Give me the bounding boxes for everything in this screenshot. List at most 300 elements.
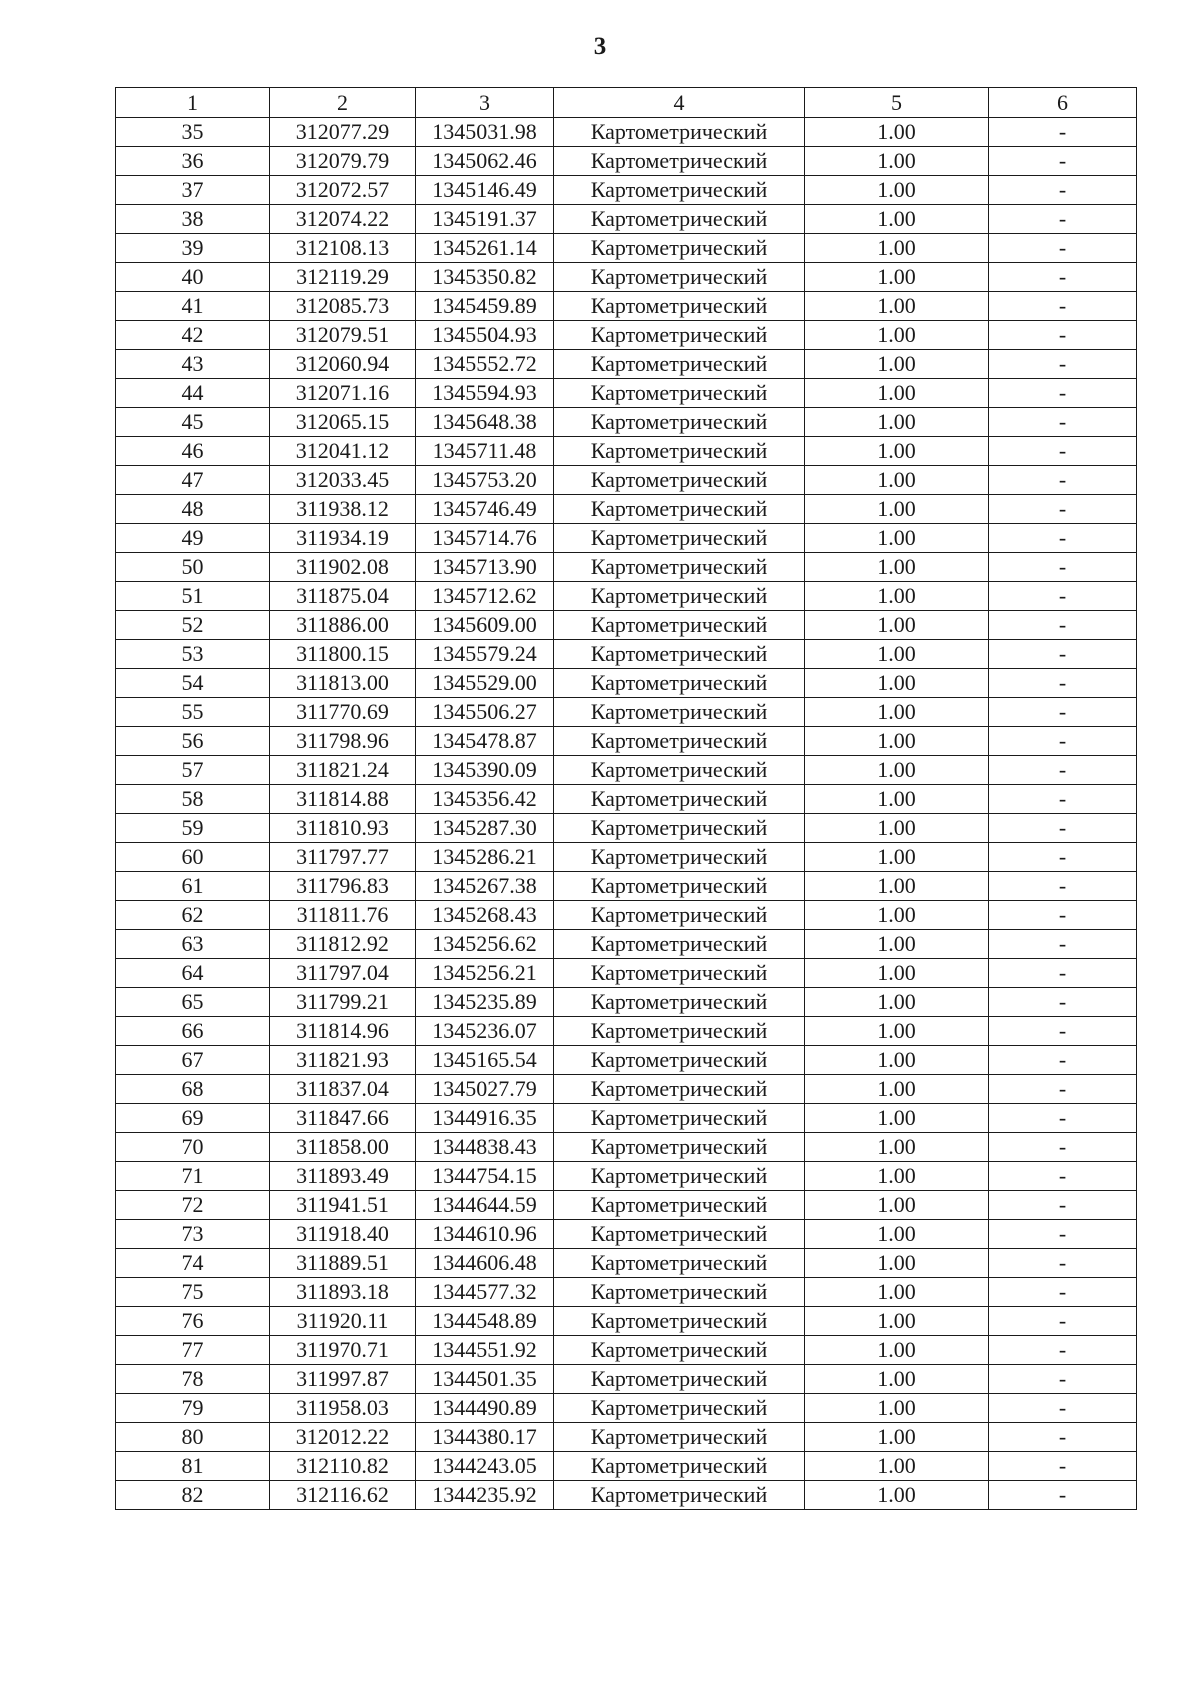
x-coordinate-cell: 311889.51 bbox=[270, 1249, 416, 1278]
table-row bbox=[116, 1017, 1137, 1046]
point-number-cell: 51 bbox=[116, 582, 270, 611]
y-coordinate-cell: 1345268.43 bbox=[416, 901, 554, 930]
x-coordinate-cell: 311821.24 bbox=[270, 756, 416, 785]
accuracy-cell: 1.00 bbox=[805, 176, 989, 205]
method-cell: Картометрический bbox=[554, 930, 805, 959]
point-number-cell: 69 bbox=[116, 1104, 270, 1133]
point-number-cell: 61 bbox=[116, 872, 270, 901]
point-number-cell: 70 bbox=[116, 1133, 270, 1162]
x-coordinate-cell: 311811.76 bbox=[270, 901, 416, 930]
method-cell: Картометрический bbox=[554, 1133, 805, 1162]
method-cell: Картометрический bbox=[554, 379, 805, 408]
x-coordinate-cell: 311798.96 bbox=[270, 727, 416, 756]
accuracy-cell: 1.00 bbox=[805, 611, 989, 640]
point-number-cell: 39 bbox=[116, 234, 270, 263]
table-row bbox=[116, 901, 1137, 930]
accuracy-cell: 1.00 bbox=[805, 1481, 989, 1510]
table-row bbox=[116, 988, 1137, 1017]
y-coordinate-cell: 1345235.89 bbox=[416, 988, 554, 1017]
y-coordinate-cell: 1345165.54 bbox=[416, 1046, 554, 1075]
method-cell: Картометрический bbox=[554, 698, 805, 727]
y-coordinate-cell: 1345256.62 bbox=[416, 930, 554, 959]
table-row bbox=[116, 553, 1137, 582]
point-number-cell: 82 bbox=[116, 1481, 270, 1510]
table-row bbox=[116, 727, 1137, 756]
table-row bbox=[116, 1423, 1137, 1452]
table-row bbox=[116, 959, 1137, 988]
y-coordinate-cell: 1345529.00 bbox=[416, 669, 554, 698]
table-row bbox=[116, 1133, 1137, 1162]
point-number-cell: 58 bbox=[116, 785, 270, 814]
x-coordinate-cell: 312079.51 bbox=[270, 321, 416, 350]
table-row bbox=[116, 408, 1137, 437]
method-cell: Картометрический bbox=[554, 263, 805, 292]
point-number-cell: 38 bbox=[116, 205, 270, 234]
note-cell: - bbox=[989, 727, 1137, 756]
method-cell: Картометрический bbox=[554, 1481, 805, 1510]
note-cell: - bbox=[989, 1133, 1137, 1162]
point-number-cell: 49 bbox=[116, 524, 270, 553]
x-coordinate-cell: 311837.04 bbox=[270, 1075, 416, 1104]
point-number-cell: 40 bbox=[116, 263, 270, 292]
table-row bbox=[116, 698, 1137, 727]
accuracy-cell: 1.00 bbox=[805, 640, 989, 669]
coordinates-table bbox=[115, 87, 1137, 1510]
x-coordinate-cell: 311934.19 bbox=[270, 524, 416, 553]
accuracy-cell: 1.00 bbox=[805, 785, 989, 814]
method-cell: Картометрический bbox=[554, 872, 805, 901]
accuracy-cell: 1.00 bbox=[805, 1423, 989, 1452]
y-coordinate-cell: 1345236.07 bbox=[416, 1017, 554, 1046]
table-row bbox=[116, 1104, 1137, 1133]
method-cell: Картометрический bbox=[554, 437, 805, 466]
x-coordinate-cell: 311886.00 bbox=[270, 611, 416, 640]
table-row bbox=[116, 495, 1137, 524]
note-cell: - bbox=[989, 1046, 1137, 1075]
point-number-cell: 47 bbox=[116, 466, 270, 495]
point-number-cell: 48 bbox=[116, 495, 270, 524]
y-coordinate-cell: 1344501.35 bbox=[416, 1365, 554, 1394]
point-number-cell: 57 bbox=[116, 756, 270, 785]
accuracy-cell: 1.00 bbox=[805, 1046, 989, 1075]
accuracy-cell: 1.00 bbox=[805, 1162, 989, 1191]
accuracy-cell: 1.00 bbox=[805, 1017, 989, 1046]
y-coordinate-cell: 1344548.89 bbox=[416, 1307, 554, 1336]
accuracy-cell: 1.00 bbox=[805, 147, 989, 176]
note-cell: - bbox=[989, 1249, 1137, 1278]
table-row bbox=[116, 379, 1137, 408]
note-cell: - bbox=[989, 234, 1137, 263]
note-cell: - bbox=[989, 930, 1137, 959]
x-coordinate-cell: 311814.88 bbox=[270, 785, 416, 814]
table-row bbox=[116, 205, 1137, 234]
point-number-cell: 59 bbox=[116, 814, 270, 843]
column-header: 3 bbox=[416, 88, 554, 118]
note-cell: - bbox=[989, 1365, 1137, 1394]
method-cell: Картометрический bbox=[554, 524, 805, 553]
accuracy-cell: 1.00 bbox=[805, 1075, 989, 1104]
accuracy-cell: 1.00 bbox=[805, 379, 989, 408]
note-cell: - bbox=[989, 408, 1137, 437]
column-header: 6 bbox=[989, 88, 1137, 118]
accuracy-cell: 1.00 bbox=[805, 1249, 989, 1278]
x-coordinate-cell: 312071.16 bbox=[270, 379, 416, 408]
note-cell: - bbox=[989, 582, 1137, 611]
x-coordinate-cell: 312116.62 bbox=[270, 1481, 416, 1510]
accuracy-cell: 1.00 bbox=[805, 1133, 989, 1162]
method-cell: Картометрический bbox=[554, 147, 805, 176]
accuracy-cell: 1.00 bbox=[805, 524, 989, 553]
point-number-cell: 35 bbox=[116, 118, 270, 147]
note-cell: - bbox=[989, 756, 1137, 785]
y-coordinate-cell: 1345504.93 bbox=[416, 321, 554, 350]
x-coordinate-cell: 312033.45 bbox=[270, 466, 416, 495]
column-header: 1 bbox=[116, 88, 270, 118]
method-cell: Картометрический bbox=[554, 785, 805, 814]
point-number-cell: 37 bbox=[116, 176, 270, 205]
table-body bbox=[116, 118, 1137, 1510]
point-number-cell: 76 bbox=[116, 1307, 270, 1336]
note-cell: - bbox=[989, 1481, 1137, 1510]
x-coordinate-cell: 311918.40 bbox=[270, 1220, 416, 1249]
note-cell: - bbox=[989, 118, 1137, 147]
method-cell: Картометрический bbox=[554, 814, 805, 843]
table-row bbox=[116, 1162, 1137, 1191]
column-header: 5 bbox=[805, 88, 989, 118]
note-cell: - bbox=[989, 350, 1137, 379]
column-header: 2 bbox=[270, 88, 416, 118]
x-coordinate-cell: 311810.93 bbox=[270, 814, 416, 843]
y-coordinate-cell: 1345712.62 bbox=[416, 582, 554, 611]
method-cell: Картометрический bbox=[554, 176, 805, 205]
accuracy-cell: 1.00 bbox=[805, 118, 989, 147]
method-cell: Картометрический bbox=[554, 408, 805, 437]
point-number-cell: 64 bbox=[116, 959, 270, 988]
point-number-cell: 36 bbox=[116, 147, 270, 176]
table-row bbox=[116, 785, 1137, 814]
accuracy-cell: 1.00 bbox=[805, 901, 989, 930]
table-row bbox=[116, 1481, 1137, 1510]
y-coordinate-cell: 1344243.05 bbox=[416, 1452, 554, 1481]
accuracy-cell: 1.00 bbox=[805, 553, 989, 582]
y-coordinate-cell: 1345267.38 bbox=[416, 872, 554, 901]
table-row bbox=[116, 1220, 1137, 1249]
point-number-cell: 65 bbox=[116, 988, 270, 1017]
note-cell: - bbox=[989, 263, 1137, 292]
y-coordinate-cell: 1345286.21 bbox=[416, 843, 554, 872]
x-coordinate-cell: 312079.79 bbox=[270, 147, 416, 176]
y-coordinate-cell: 1344610.96 bbox=[416, 1220, 554, 1249]
note-cell: - bbox=[989, 379, 1137, 408]
y-coordinate-cell: 1345746.49 bbox=[416, 495, 554, 524]
table-row bbox=[116, 814, 1137, 843]
table-row bbox=[116, 756, 1137, 785]
point-number-cell: 80 bbox=[116, 1423, 270, 1452]
x-coordinate-cell: 311958.03 bbox=[270, 1394, 416, 1423]
point-number-cell: 78 bbox=[116, 1365, 270, 1394]
method-cell: Картометрический bbox=[554, 1046, 805, 1075]
x-coordinate-cell: 312119.29 bbox=[270, 263, 416, 292]
y-coordinate-cell: 1345031.98 bbox=[416, 118, 554, 147]
note-cell: - bbox=[989, 988, 1137, 1017]
table-row bbox=[116, 1452, 1137, 1481]
note-cell: - bbox=[989, 437, 1137, 466]
y-coordinate-cell: 1345594.93 bbox=[416, 379, 554, 408]
accuracy-cell: 1.00 bbox=[805, 1365, 989, 1394]
method-cell: Картометрический bbox=[554, 1423, 805, 1452]
accuracy-cell: 1.00 bbox=[805, 1220, 989, 1249]
method-cell: Картометрический bbox=[554, 756, 805, 785]
y-coordinate-cell: 1345714.76 bbox=[416, 524, 554, 553]
table-row bbox=[116, 640, 1137, 669]
accuracy-cell: 1.00 bbox=[805, 1191, 989, 1220]
accuracy-cell: 1.00 bbox=[805, 959, 989, 988]
accuracy-cell: 1.00 bbox=[805, 408, 989, 437]
point-number-cell: 72 bbox=[116, 1191, 270, 1220]
table-row bbox=[116, 292, 1137, 321]
note-cell: - bbox=[989, 1220, 1137, 1249]
note-cell: - bbox=[989, 843, 1137, 872]
point-number-cell: 46 bbox=[116, 437, 270, 466]
note-cell: - bbox=[989, 1452, 1137, 1481]
accuracy-cell: 1.00 bbox=[805, 437, 989, 466]
point-number-cell: 77 bbox=[116, 1336, 270, 1365]
x-coordinate-cell: 311821.93 bbox=[270, 1046, 416, 1075]
method-cell: Картометрический bbox=[554, 1075, 805, 1104]
accuracy-cell: 1.00 bbox=[805, 350, 989, 379]
note-cell: - bbox=[989, 1336, 1137, 1365]
table-row bbox=[116, 611, 1137, 640]
accuracy-cell: 1.00 bbox=[805, 930, 989, 959]
accuracy-cell: 1.00 bbox=[805, 988, 989, 1017]
point-number-cell: 63 bbox=[116, 930, 270, 959]
accuracy-cell: 1.00 bbox=[805, 1307, 989, 1336]
column-header: 4 bbox=[554, 88, 805, 118]
accuracy-cell: 1.00 bbox=[805, 1104, 989, 1133]
note-cell: - bbox=[989, 495, 1137, 524]
y-coordinate-cell: 1345256.21 bbox=[416, 959, 554, 988]
table-row bbox=[116, 1307, 1137, 1336]
table-row bbox=[116, 843, 1137, 872]
y-coordinate-cell: 1344235.92 bbox=[416, 1481, 554, 1510]
accuracy-cell: 1.00 bbox=[805, 698, 989, 727]
accuracy-cell: 1.00 bbox=[805, 321, 989, 350]
point-number-cell: 66 bbox=[116, 1017, 270, 1046]
point-number-cell: 79 bbox=[116, 1394, 270, 1423]
x-coordinate-cell: 312060.94 bbox=[270, 350, 416, 379]
note-cell: - bbox=[989, 1191, 1137, 1220]
accuracy-cell: 1.00 bbox=[805, 843, 989, 872]
method-cell: Картометрический bbox=[554, 640, 805, 669]
note-cell: - bbox=[989, 698, 1137, 727]
method-cell: Картометрический bbox=[554, 118, 805, 147]
note-cell: - bbox=[989, 321, 1137, 350]
note-cell: - bbox=[989, 524, 1137, 553]
table-row bbox=[116, 669, 1137, 698]
x-coordinate-cell: 312110.82 bbox=[270, 1452, 416, 1481]
note-cell: - bbox=[989, 901, 1137, 930]
table-row bbox=[116, 1249, 1137, 1278]
x-coordinate-cell: 312085.73 bbox=[270, 292, 416, 321]
point-number-cell: 62 bbox=[116, 901, 270, 930]
note-cell: - bbox=[989, 205, 1137, 234]
table-row bbox=[116, 1365, 1137, 1394]
point-number-cell: 81 bbox=[116, 1452, 270, 1481]
method-cell: Картометрический bbox=[554, 292, 805, 321]
table-row bbox=[116, 350, 1137, 379]
note-cell: - bbox=[989, 553, 1137, 582]
accuracy-cell: 1.00 bbox=[805, 1394, 989, 1423]
x-coordinate-cell: 311875.04 bbox=[270, 582, 416, 611]
x-coordinate-cell: 312072.57 bbox=[270, 176, 416, 205]
note-cell: - bbox=[989, 1017, 1137, 1046]
accuracy-cell: 1.00 bbox=[805, 495, 989, 524]
accuracy-cell: 1.00 bbox=[805, 727, 989, 756]
note-cell: - bbox=[989, 1423, 1137, 1452]
y-coordinate-cell: 1345609.00 bbox=[416, 611, 554, 640]
point-number-cell: 73 bbox=[116, 1220, 270, 1249]
page-number: 3 bbox=[593, 33, 607, 60]
x-coordinate-cell: 311797.77 bbox=[270, 843, 416, 872]
note-cell: - bbox=[989, 466, 1137, 495]
method-cell: Картометрический bbox=[554, 553, 805, 582]
x-coordinate-cell: 312074.22 bbox=[270, 205, 416, 234]
method-cell: Картометрический bbox=[554, 959, 805, 988]
accuracy-cell: 1.00 bbox=[805, 205, 989, 234]
table-row bbox=[116, 1278, 1137, 1307]
x-coordinate-cell: 311902.08 bbox=[270, 553, 416, 582]
table-row bbox=[116, 1336, 1137, 1365]
note-cell: - bbox=[989, 147, 1137, 176]
x-coordinate-cell: 311770.69 bbox=[270, 698, 416, 727]
accuracy-cell: 1.00 bbox=[805, 582, 989, 611]
note-cell: - bbox=[989, 1162, 1137, 1191]
y-coordinate-cell: 1345390.09 bbox=[416, 756, 554, 785]
accuracy-cell: 1.00 bbox=[805, 756, 989, 785]
y-coordinate-cell: 1345478.87 bbox=[416, 727, 554, 756]
x-coordinate-cell: 311997.87 bbox=[270, 1365, 416, 1394]
x-coordinate-cell: 312065.15 bbox=[270, 408, 416, 437]
y-coordinate-cell: 1345261.14 bbox=[416, 234, 554, 263]
x-coordinate-cell: 311970.71 bbox=[270, 1336, 416, 1365]
x-coordinate-cell: 311813.00 bbox=[270, 669, 416, 698]
y-coordinate-cell: 1344551.92 bbox=[416, 1336, 554, 1365]
table-row bbox=[116, 466, 1137, 495]
table-row bbox=[116, 147, 1137, 176]
method-cell: Картометрический bbox=[554, 1104, 805, 1133]
x-coordinate-cell: 311812.92 bbox=[270, 930, 416, 959]
accuracy-cell: 1.00 bbox=[805, 1452, 989, 1481]
method-cell: Картометрический bbox=[554, 1220, 805, 1249]
x-coordinate-cell: 311941.51 bbox=[270, 1191, 416, 1220]
y-coordinate-cell: 1345753.20 bbox=[416, 466, 554, 495]
note-cell: - bbox=[989, 1278, 1137, 1307]
point-number-cell: 54 bbox=[116, 669, 270, 698]
note-cell: - bbox=[989, 1307, 1137, 1336]
y-coordinate-cell: 1345027.79 bbox=[416, 1075, 554, 1104]
table-row bbox=[116, 1075, 1137, 1104]
point-number-cell: 75 bbox=[116, 1278, 270, 1307]
table-row bbox=[116, 524, 1137, 553]
y-coordinate-cell: 1345506.27 bbox=[416, 698, 554, 727]
x-coordinate-cell: 311920.11 bbox=[270, 1307, 416, 1336]
y-coordinate-cell: 1345711.48 bbox=[416, 437, 554, 466]
note-cell: - bbox=[989, 176, 1137, 205]
y-coordinate-cell: 1345552.72 bbox=[416, 350, 554, 379]
accuracy-cell: 1.00 bbox=[805, 669, 989, 698]
point-number-cell: 60 bbox=[116, 843, 270, 872]
y-coordinate-cell: 1344644.59 bbox=[416, 1191, 554, 1220]
point-number-cell: 56 bbox=[116, 727, 270, 756]
accuracy-cell: 1.00 bbox=[805, 1278, 989, 1307]
point-number-cell: 67 bbox=[116, 1046, 270, 1075]
accuracy-cell: 1.00 bbox=[805, 234, 989, 263]
note-cell: - bbox=[989, 1394, 1137, 1423]
point-number-cell: 55 bbox=[116, 698, 270, 727]
method-cell: Картометрический bbox=[554, 669, 805, 698]
point-number-cell: 42 bbox=[116, 321, 270, 350]
y-coordinate-cell: 1344838.43 bbox=[416, 1133, 554, 1162]
method-cell: Картометрический bbox=[554, 495, 805, 524]
point-number-cell: 71 bbox=[116, 1162, 270, 1191]
method-cell: Картометрический bbox=[554, 1278, 805, 1307]
y-coordinate-cell: 1344916.35 bbox=[416, 1104, 554, 1133]
x-coordinate-cell: 311858.00 bbox=[270, 1133, 416, 1162]
y-coordinate-cell: 1344754.15 bbox=[416, 1162, 554, 1191]
method-cell: Картометрический bbox=[554, 1336, 805, 1365]
method-cell: Картометрический bbox=[554, 611, 805, 640]
note-cell: - bbox=[989, 611, 1137, 640]
x-coordinate-cell: 311847.66 bbox=[270, 1104, 416, 1133]
x-coordinate-cell: 311796.83 bbox=[270, 872, 416, 901]
y-coordinate-cell: 1344577.32 bbox=[416, 1278, 554, 1307]
table-row bbox=[116, 1191, 1137, 1220]
method-cell: Картометрический bbox=[554, 1162, 805, 1191]
method-cell: Картометрический bbox=[554, 1307, 805, 1336]
y-coordinate-cell: 1345356.42 bbox=[416, 785, 554, 814]
y-coordinate-cell: 1345350.82 bbox=[416, 263, 554, 292]
method-cell: Картометрический bbox=[554, 1191, 805, 1220]
y-coordinate-cell: 1345287.30 bbox=[416, 814, 554, 843]
method-cell: Картометрический bbox=[554, 466, 805, 495]
x-coordinate-cell: 311938.12 bbox=[270, 495, 416, 524]
y-coordinate-cell: 1345648.38 bbox=[416, 408, 554, 437]
method-cell: Картометрический bbox=[554, 727, 805, 756]
point-number-cell: 41 bbox=[116, 292, 270, 321]
note-cell: - bbox=[989, 1104, 1137, 1133]
method-cell: Картометрический bbox=[554, 234, 805, 263]
note-cell: - bbox=[989, 785, 1137, 814]
method-cell: Картометрический bbox=[554, 205, 805, 234]
y-coordinate-cell: 1345062.46 bbox=[416, 147, 554, 176]
method-cell: Картометрический bbox=[554, 582, 805, 611]
y-coordinate-cell: 1345579.24 bbox=[416, 640, 554, 669]
point-number-cell: 43 bbox=[116, 350, 270, 379]
x-coordinate-cell: 312012.22 bbox=[270, 1423, 416, 1452]
table-row bbox=[116, 437, 1137, 466]
note-cell: - bbox=[989, 959, 1137, 988]
note-cell: - bbox=[989, 1075, 1137, 1104]
note-cell: - bbox=[989, 814, 1137, 843]
accuracy-cell: 1.00 bbox=[805, 466, 989, 495]
accuracy-cell: 1.00 bbox=[805, 263, 989, 292]
method-cell: Картометрический bbox=[554, 1452, 805, 1481]
y-coordinate-cell: 1344380.17 bbox=[416, 1423, 554, 1452]
note-cell: - bbox=[989, 669, 1137, 698]
point-number-cell: 68 bbox=[116, 1075, 270, 1104]
point-number-cell: 44 bbox=[116, 379, 270, 408]
y-coordinate-cell: 1345191.37 bbox=[416, 205, 554, 234]
